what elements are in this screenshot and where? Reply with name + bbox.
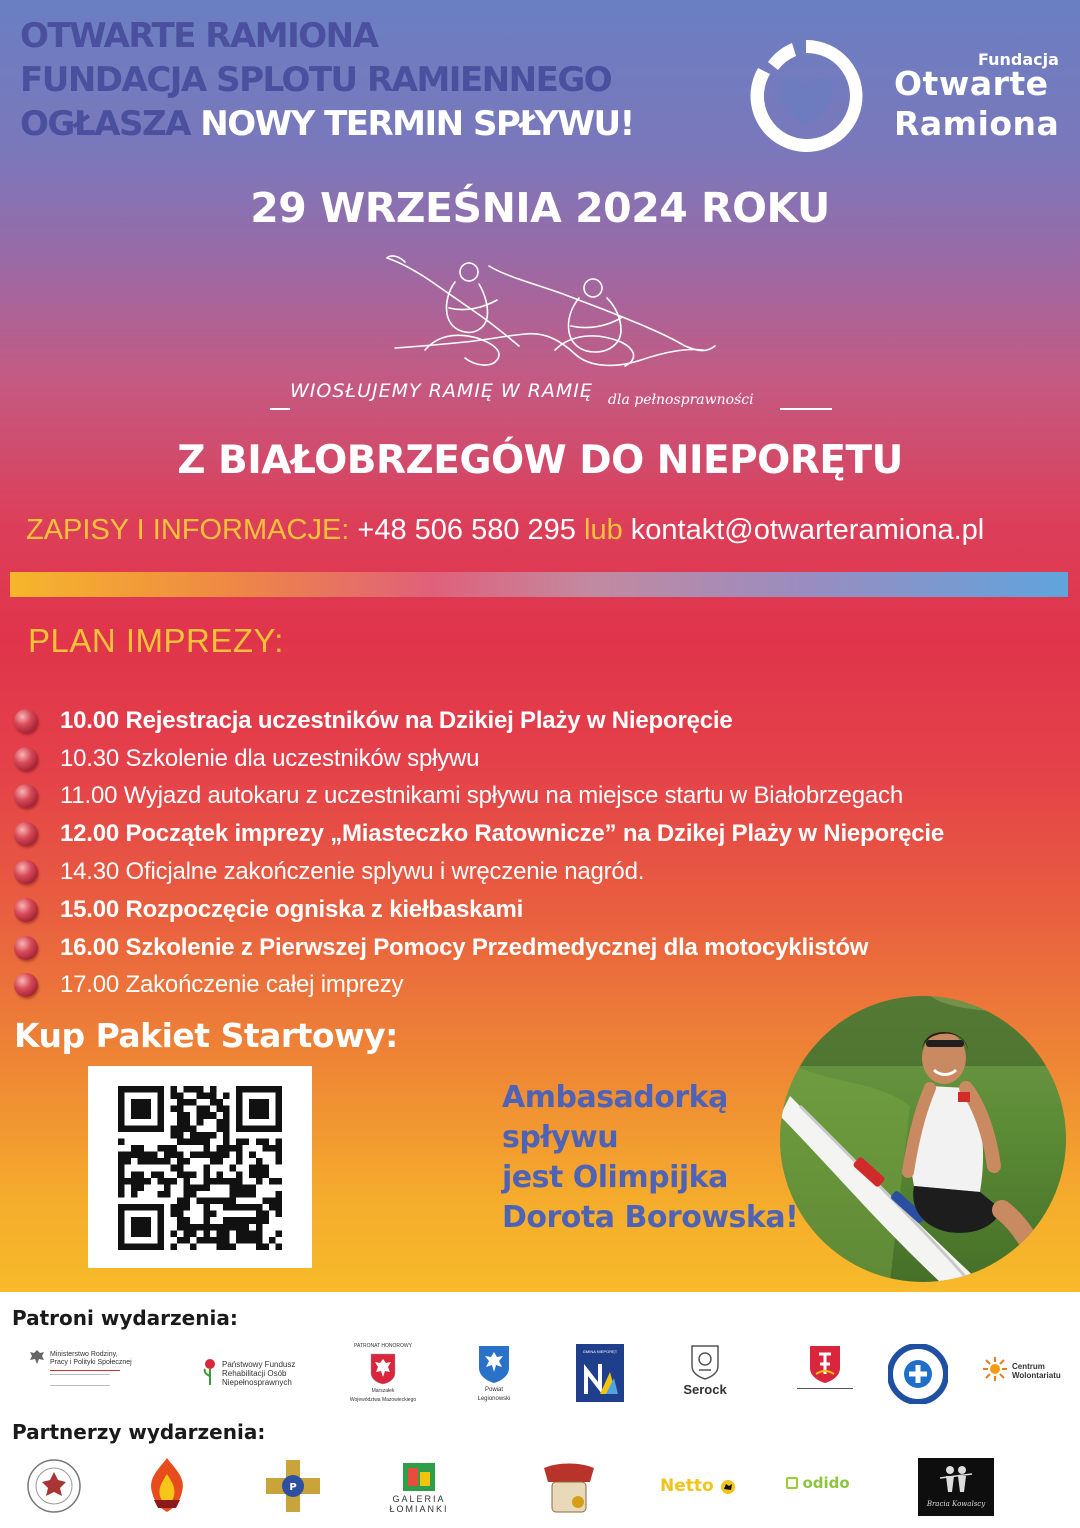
schedule-item [14, 740, 1074, 778]
schedule-item-text: 14.30 Oficjalne zakończenie splywu i wręczenie nagród. [60, 858, 645, 886]
partner-galeria-lomianki-logo[interactable] [384, 1462, 454, 1514]
svg-text:P: P [289, 1482, 297, 1493]
cross-badge-icon [264, 1458, 322, 1514]
schedule-item-text: 10.30 Szkolenie dla uczestników spływu [60, 744, 480, 772]
tagline-rule-end [780, 408, 832, 410]
sponsors-section [0, 1292, 1080, 1528]
header-announcement: NOWY TERMIN SPŁYWU! [200, 104, 634, 144]
logo-foundation-word: Fundacja [978, 50, 1059, 69]
lomianki-rule [797, 1388, 853, 1389]
odido-name: odido [802, 1474, 850, 1492]
kayak-paddlers-icon [385, 250, 725, 375]
schedule-item-text: 16.00 Szkolenie z Pierwszej Pomocy Przedmedycznej dla motocyklistów [60, 933, 869, 961]
ambassador-text [502, 1078, 802, 1238]
schedule-item-text: 15.00 Rozpoczęcie ogniska z kiełbaskami [60, 895, 524, 923]
letter-n-icon [580, 1358, 620, 1398]
event-route: Z BIAŁOBRZEGÓW DO NIEPORĘTU [177, 438, 903, 483]
schedule-item-text: 10.00 Rejestracja uczestników na Dzikiej Plaży w Nieporęcie [60, 706, 733, 734]
header-line-3-prefix: OGŁASZA [20, 104, 201, 144]
bullet-icon [14, 860, 38, 884]
header-line-3 [20, 102, 634, 146]
schedule-item [14, 929, 1074, 967]
ministry-line-2: Pracy i Polityki Społecznej [50, 1359, 132, 1366]
lifeguard-cross-icon [888, 1344, 948, 1404]
bullet-icon [14, 784, 38, 808]
seal-icon [26, 1458, 82, 1514]
patron-lifeguards-logo[interactable] [888, 1344, 948, 1404]
schedule-item [14, 778, 1074, 816]
bullet-icon [14, 898, 38, 922]
gmina-top: GMINA NIEPORĘT [582, 1349, 618, 1354]
header-line-2: FUNDACJA SPLOTU RAMIENNEGO [20, 60, 612, 100]
contact-or: lub [584, 514, 623, 546]
patron-gmina-logo[interactable] [576, 1344, 624, 1402]
bullet-icon [14, 936, 38, 960]
coat-of-arms-icon [370, 1353, 396, 1385]
logo-name-line-1: Otwarte [894, 64, 1049, 103]
sun-icon [982, 1356, 1008, 1382]
flower-icon [202, 1358, 218, 1386]
mazowsze-line-2: Województwa Mazowieckiego [349, 1397, 417, 1403]
schedule-item [14, 891, 1074, 929]
lomianki-crest-icon [808, 1344, 842, 1384]
contact-phone[interactable]: +48 506 580 295 [349, 514, 584, 546]
netto-name: Netto [660, 1476, 714, 1496]
bracia-name: Bracia Kowalscy [926, 1500, 986, 1508]
partners-title: Partnerzy wydarzenia: [12, 1420, 266, 1444]
mazowsze-line-1: Marszałek [371, 1388, 395, 1394]
partner-fire-brigade-logo[interactable] [142, 1456, 192, 1516]
scottie-dog-icon [720, 1479, 736, 1495]
galeria-line-2: ŁOMIANKI [389, 1504, 449, 1514]
ambassador-photo [780, 996, 1066, 1282]
mazowsze-top: PATRONAT HONOROWY [354, 1343, 412, 1349]
partner-odido-logo[interactable] [786, 1474, 856, 1492]
patrons-title: Patroni wydarzenia: [12, 1306, 238, 1330]
plan-title: PLAN IMPREZY: [28, 622, 284, 659]
heart-circle-logo-icon [744, 34, 868, 158]
odido-box-icon [786, 1477, 798, 1489]
gradient-divider [10, 572, 1068, 597]
starter-pack-title: Kup Pakiet Startowy: [14, 1016, 398, 1055]
patron-powiat-logo[interactable] [466, 1344, 522, 1404]
bullet-icon [14, 973, 38, 997]
ministry-line-1: Ministerstwo Rodziny, [50, 1351, 118, 1358]
tagline-rule [270, 408, 290, 410]
bullet-icon [14, 709, 38, 733]
schedule-item-text: 17.00 Zakończenie całej imprezy [60, 971, 404, 999]
contact-label: ZAPISY I INFORMACJE: [26, 514, 350, 546]
pfron-line-3: Niepełnosprawnych [222, 1378, 292, 1387]
contact-info [26, 514, 984, 547]
bullet-icon [14, 822, 38, 846]
ambassador-line: jest Olimpijka [502, 1160, 728, 1195]
contact-email[interactable]: kontakt@otwarteramiona.pl [622, 514, 985, 546]
centrum-line-2: Wolontariatu [1012, 1371, 1061, 1380]
event-date: 29 WRZEŚNIA 2024 ROKU [250, 184, 830, 232]
partner-netto-logo[interactable] [660, 1476, 740, 1496]
gallery-icon [402, 1462, 436, 1492]
bullet-icon [14, 747, 38, 771]
patron-mazowsze-logo[interactable] [340, 1342, 426, 1404]
schedule-item [14, 853, 1074, 891]
partner-scouts-logo[interactable] [264, 1458, 322, 1514]
starter-pack-qr-code[interactable] [88, 1066, 312, 1268]
figures-icon [936, 1464, 976, 1496]
ambassador-line: Ambasadorką [502, 1080, 728, 1115]
flame-crest-icon [142, 1456, 192, 1516]
partner-golawice-logo[interactable] [540, 1460, 598, 1516]
schedule-item-text: 12.00 Początek imprezy „Miasteczko Ratownicze” na Dzikej Plaży w Nieporęcie [60, 820, 945, 848]
schedule-item [14, 815, 1074, 853]
town-crest-icon [690, 1344, 720, 1380]
patron-lomianki-logo[interactable] [796, 1344, 854, 1389]
powiat-line-1: Powiat [484, 1387, 503, 1393]
serock-name: Serock [683, 1382, 727, 1397]
schedule-list [14, 702, 1074, 1004]
ambassador-line: spływu [502, 1120, 619, 1155]
qr-code-icon[interactable] [118, 1086, 282, 1250]
header-line-1: OTWARTE RAMIONA [20, 16, 378, 56]
shield-icon [477, 1344, 511, 1384]
centrum-line-1: Centrum [1012, 1362, 1045, 1371]
powiat-line-2: Legionowski [477, 1396, 511, 1402]
ministry-caption-block [50, 1374, 110, 1386]
schedule-item [14, 702, 1074, 740]
badge-icon [540, 1460, 598, 1516]
patron-serock-logo[interactable] [678, 1344, 732, 1397]
eagle-icon [28, 1348, 46, 1366]
ambassador-line: Dorota Borowska! [502, 1200, 799, 1235]
pfron-line-1: Państwowy Fundusz [222, 1360, 296, 1369]
ministry-rule [50, 1370, 120, 1371]
galeria-line-1: GALERIA [392, 1494, 446, 1504]
tagline-sub: dla pełnosprawności [608, 392, 754, 408]
partner-bracia-kowalscy-logo[interactable] [918, 1458, 994, 1516]
partner-seal-logo[interactable] [26, 1458, 82, 1514]
pfron-line-2: Rehabilitacji Osób [222, 1369, 287, 1378]
tagline-main: WIOSŁUJEMY RAMIĘ W RAMIĘ [290, 380, 593, 402]
schedule-item-text: 11.00 Wyjazd autokaru z uczestnikami spływu na miejsce startu w Białobrzegach [60, 782, 903, 810]
logo-name-line-2: Ramiona [894, 104, 1060, 143]
